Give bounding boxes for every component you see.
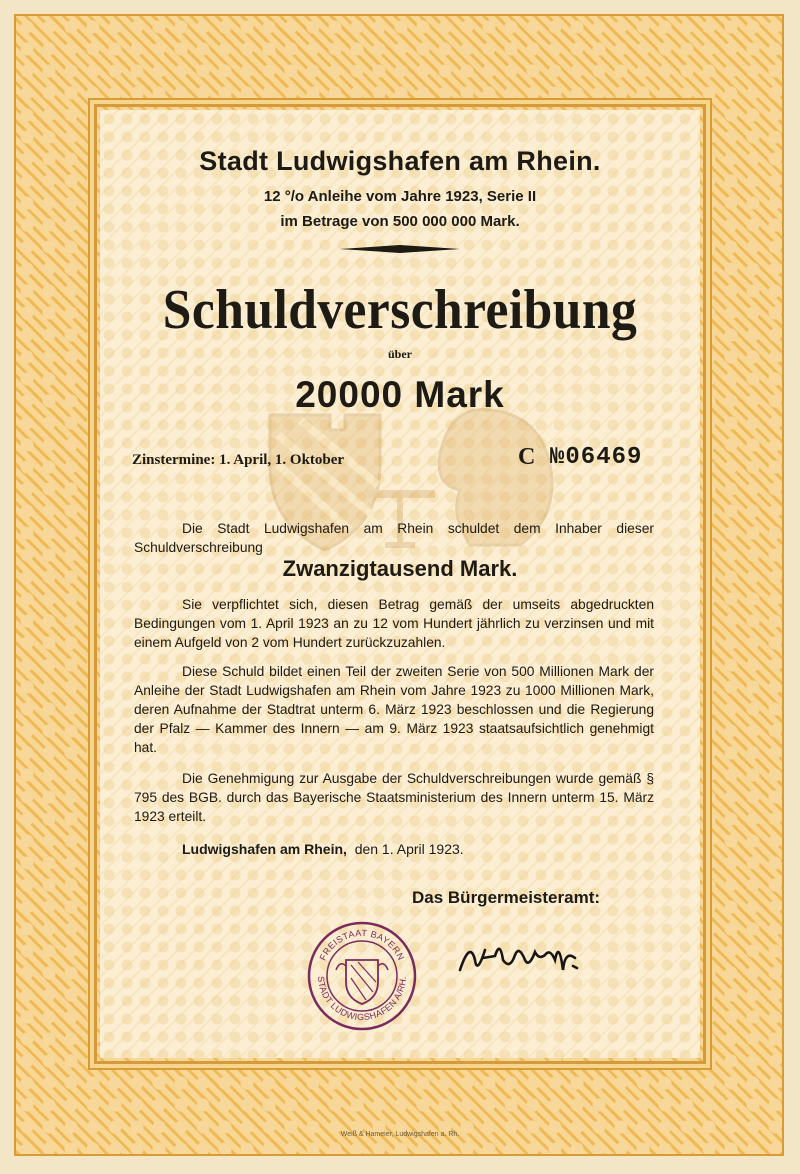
paragraph-terms: Sie verpflichtet sich, diesen Betrag gemäß der umseits abgedruckten Bedingungen vom 1. April 1923 an zu 12 vom Hundert jährlich zu verzinsen und mit einem Aufgeld von 2 vom Hundert zurückzuzahlen. (134, 597, 654, 650)
amount-in-words: Zwanzigtausend Mark. (282, 556, 518, 581)
loan-line: 12 °/o Anleihe vom Jahre 1923, Serie II (263, 188, 537, 205)
official-seal-icon (306, 920, 418, 1032)
document-title: Schuldverschreibung (162, 279, 638, 341)
date: den 1. April 1923. (354, 841, 464, 857)
series-letter: C (518, 444, 536, 470)
paragraph-debt: Die Stadt Ludwigshafen am Rhein schuldet dem Inhaber dieser Schuldverschreibung (134, 521, 654, 555)
seal-top-text: FREISTAAT BAYERN (317, 927, 407, 962)
denomination: 20000 Mark (295, 374, 505, 415)
serial-number: №06469 (550, 444, 643, 471)
place: Ludwigshafen am Rhein, (182, 841, 347, 857)
paragraph-series: Diese Schuld bildet einen Teil der zweiten Serie von 500 Millionen Mark der Anleihe der Stadt Ludwigshafen am Rhein vom Jahre 1923 zu 1000 Millionen Mark, deren Aufnahme der Stadtrat unterm 6. März 1923 beschlossen und die Regierung der Pfalz — Kammer des Innern — am 9. März 1923 staatsaufsichtlich genehmigt hat. (134, 664, 654, 755)
printer-imprint: Weiß & Hameier, Ludwigshafen a. Rh. (340, 1131, 460, 1138)
over-label: über (388, 347, 412, 361)
ornament-divider (340, 244, 460, 254)
interest-dates: Zinstermine: 1. April, 1. Oktober (132, 452, 345, 468)
paragraph-approval: Die Genehmigung zur Ausgabe der Schuldverschreibungen wurde gemäß § 795 des BGB. durch das Bayerische Staatsministerium des Innern unterm 15. März 1923 erteilt. (134, 771, 654, 824)
issuer-title: Stadt Ludwigshafen am Rhein. (199, 146, 601, 176)
mayor-office: Das Bürgermeisteramt: (412, 888, 601, 907)
total-amount-line: im Betrage von 500 000 000 Mark. (280, 213, 520, 230)
signature (455, 930, 595, 980)
place-date (182, 841, 464, 857)
svg-text:STADT LUDWIGSHAFEN A/RH. (316, 976, 408, 1022)
seal-bottom-text: STADT LUDWIGSHAFEN A/RH. (315, 975, 409, 1023)
